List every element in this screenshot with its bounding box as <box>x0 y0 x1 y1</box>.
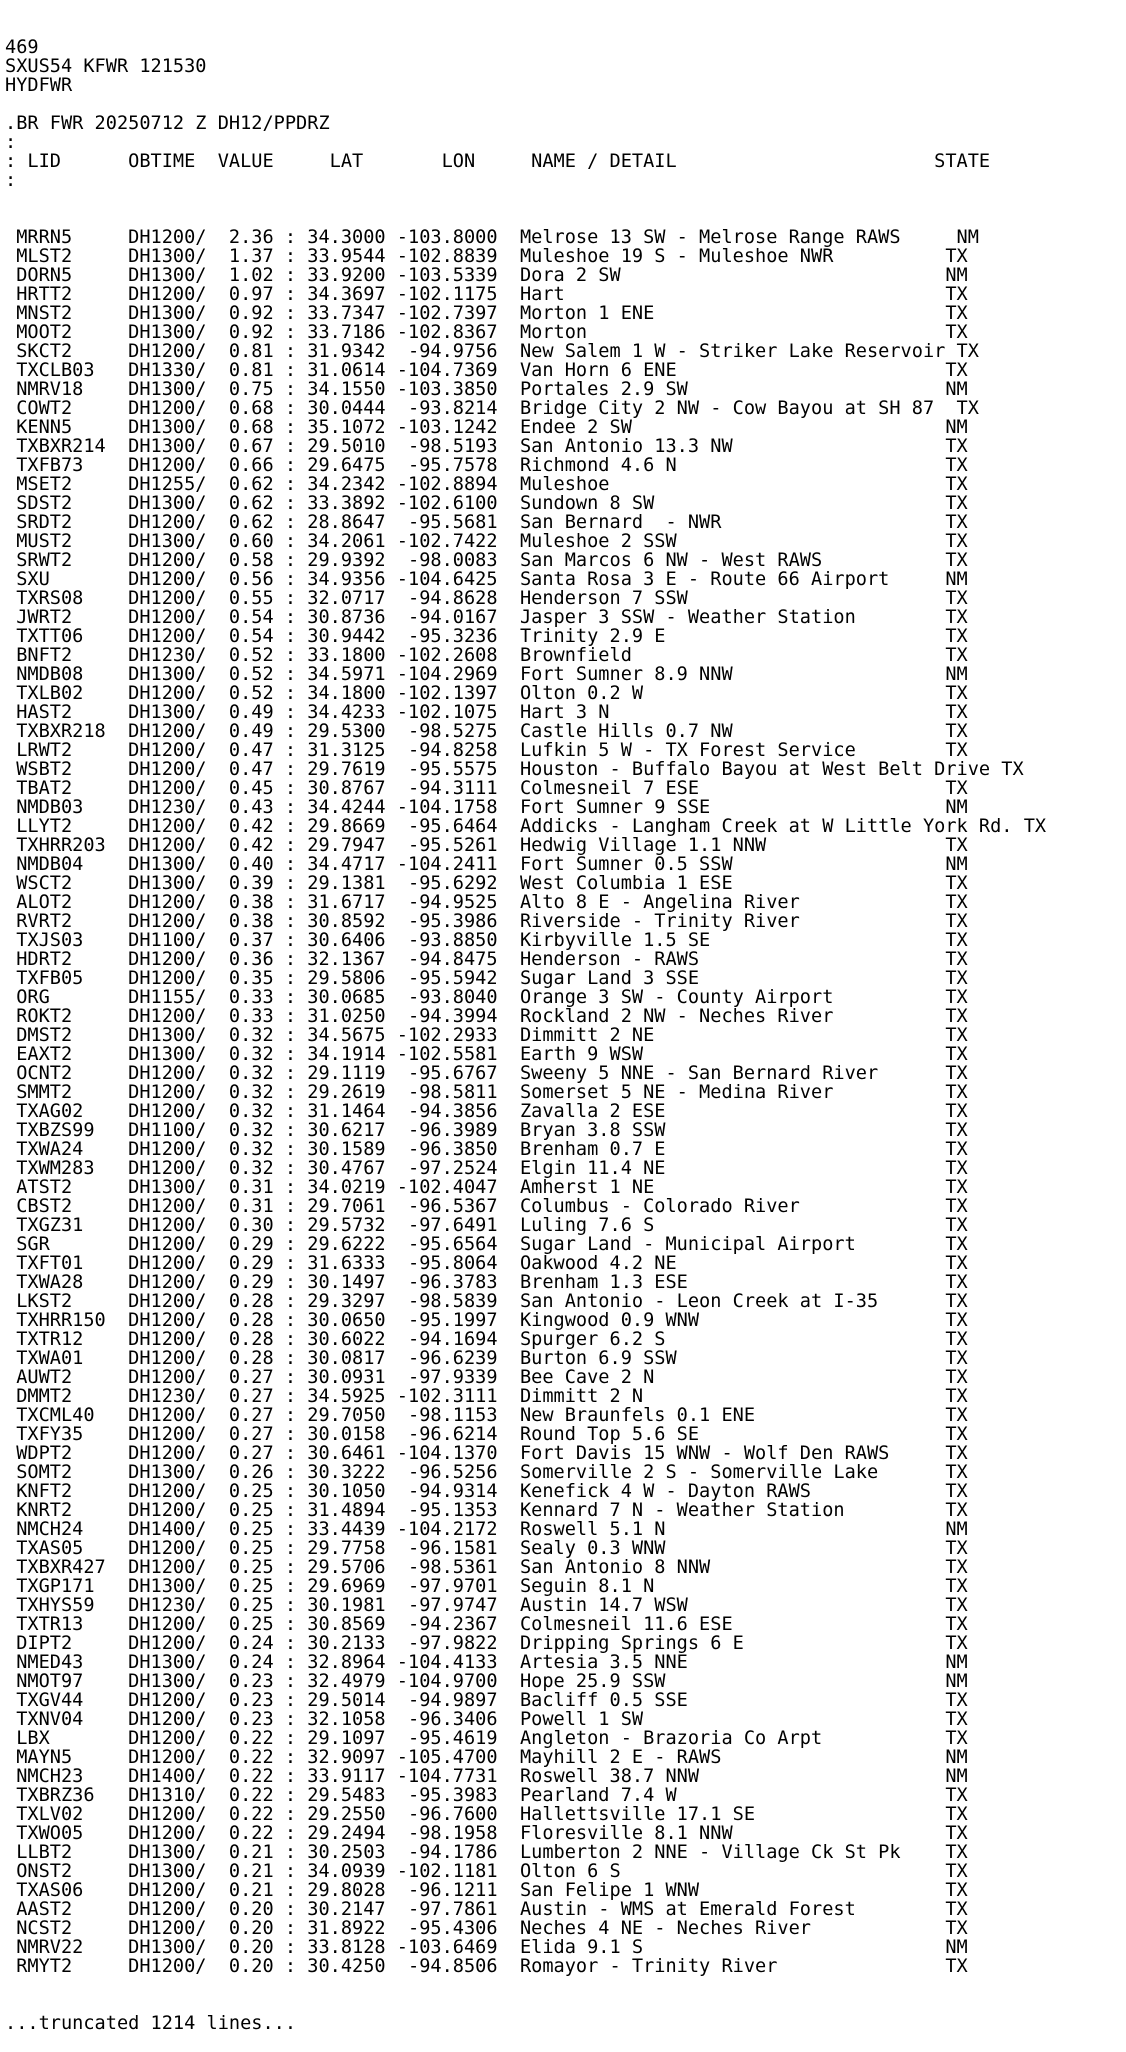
table-row: WSBT2 DH1200/ 0.47 : 29.7619 -95.5575 Houston - Buffalo Bayou at West Belt Drive TX <box>5 759 1024 780</box>
table-row: ATST2 DH1300/ 0.31 : 34.0219 -102.4047 Amherst 1 NE TX <box>5 1177 968 1198</box>
table-row: MAYN5 DH1200/ 0.22 : 32.9097 -105.4700 Mayhill 2 E - RAWS NM <box>5 1747 968 1768</box>
table-row: TXLB02 DH1200/ 0.52 : 34.1800 -102.1397 Olton 0.2 W TX <box>5 683 968 704</box>
table-row: HRTT2 DH1200/ 0.97 : 34.3697 -102.1175 Hart TX <box>5 284 968 305</box>
awips-id: HYDFWR <box>5 75 73 96</box>
table-row: SDST2 DH1300/ 0.62 : 33.3892 -102.6100 Sundown 8 SW TX <box>5 493 968 514</box>
table-row: ORG DH1155/ 0.33 : 30.0685 -93.8040 Orange 3 SW - County Airport TX <box>5 987 968 1008</box>
table-row: TXAG02 DH1200/ 0.32 : 31.1464 -94.3856 Zavalla 2 ESE TX <box>5 1101 968 1122</box>
table-row: TXCLB03 DH1330/ 0.81 : 31.0614 -104.7369 Van Horn 6 ENE TX <box>5 360 968 381</box>
table-row: TXWO05 DH1200/ 0.22 : 29.2494 -98.1958 Floresville 8.1 NNW TX <box>5 1823 968 1844</box>
table-row: NMDB03 DH1230/ 0.43 : 34.4244 -104.1758 Fort Sumner 9 SSE NM <box>5 797 968 818</box>
table-row: DMMT2 DH1230/ 0.27 : 34.5925 -102.3111 Dimmitt 2 N TX <box>5 1386 968 1407</box>
table-row: ROKT2 DH1200/ 0.33 : 31.0250 -94.3994 Rockland 2 NW - Neches River TX <box>5 1006 968 1027</box>
table-row: COWT2 DH1200/ 0.68 : 30.0444 -93.8214 Bridge City 2 NW - Cow Bayou at SH 87 TX <box>5 398 979 419</box>
table-row: CBST2 DH1200/ 0.31 : 29.7061 -96.5367 Columbus - Colorado River TX <box>5 1196 968 1217</box>
table-row: ALOT2 DH1200/ 0.38 : 31.6717 -94.9525 Alto 8 E - Angelina River TX <box>5 892 968 913</box>
table-row: MRRN5 DH1200/ 2.36 : 34.3000 -103.8000 Melrose 13 SW - Melrose Range RAWS NM <box>5 227 979 248</box>
table-row: KENN5 DH1300/ 0.68 : 35.1072 -103.1242 Endee 2 SW NM <box>5 417 968 438</box>
table-row: BNFT2 DH1230/ 0.52 : 33.1800 -102.2608 Brownfield TX <box>5 645 968 666</box>
table-row: NMOT97 DH1300/ 0.23 : 32.4979 -104.9700 Hope 25.9 SSW NM <box>5 1671 968 1692</box>
blank-line <box>5 95 1046 114</box>
table-row: TXBXR214 DH1300/ 0.67 : 29.5010 -98.5193 San Antonio 13.3 NW TX <box>5 436 968 457</box>
comment-line: : <box>5 170 17 191</box>
table-row: LBX DH1200/ 0.22 : 29.1097 -95.4619 Angleton - Brazoria Co Arpt TX <box>5 1728 968 1749</box>
table-row: TBAT2 DH1200/ 0.45 : 30.8767 -94.3111 Colmesneil 7 ESE TX <box>5 778 968 799</box>
table-row: MNST2 DH1300/ 0.92 : 33.7347 -102.7397 Morton 1 ENE TX <box>5 303 968 324</box>
table-row: TXBXR218 DH1200/ 0.49 : 29.5300 -98.5275 Castle Hills 0.7 NW TX <box>5 721 968 742</box>
wmo-header: SXUS54 KFWR 121530 <box>5 56 207 77</box>
table-row: DORN5 DH1300/ 1.02 : 33.9200 -103.5339 Dora 2 SW NM <box>5 265 968 286</box>
column-header: : LID OBTIME VALUE LAT LON NAME / DETAIL STATE <box>5 151 991 172</box>
table-row: OCNT2 DH1200/ 0.32 : 29.1119 -95.6767 Sweeny 5 NNE - San Bernard River TX <box>5 1063 968 1084</box>
table-row: TXBRZ36 DH1310/ 0.22 : 29.5483 -95.3983 Pearland 7.4 W TX <box>5 1785 968 1806</box>
table-row: TXBZS99 DH1100/ 0.32 : 30.6217 -96.3989 Bryan 3.8 SSW TX <box>5 1120 968 1141</box>
table-row: SGR DH1200/ 0.29 : 29.6222 -95.6564 Sugar Land - Municipal Airport TX <box>5 1234 968 1255</box>
table-row: NMRV18 DH1300/ 0.75 : 34.1550 -103.3850 Portales 2.9 SW NM <box>5 379 968 400</box>
comment-line: : <box>5 132 17 153</box>
table-row: LLYT2 DH1200/ 0.42 : 29.8669 -95.6464 Addicks - Langham Creek at W Little York Rd. TX <box>5 816 1047 837</box>
table-row: RVRT2 DH1200/ 0.38 : 30.8592 -95.3986 Riverside - Trinity River TX <box>5 911 968 932</box>
table-row: TXHRR203 DH1200/ 0.42 : 29.7947 -95.5261 Hedwig Village 1.1 NNW TX <box>5 835 968 856</box>
table-row: TXWA01 DH1200/ 0.28 : 30.0817 -96.6239 Burton 6.9 SSW TX <box>5 1348 968 1369</box>
table-row: NMCH24 DH1400/ 0.25 : 33.4439 -104.2172 Roswell 5.1 N NM <box>5 1519 968 1540</box>
table-row: TXJS03 DH1100/ 0.37 : 30.6406 -93.8850 Kirbyville 1.5 SE TX <box>5 930 968 951</box>
table-row: KNFT2 DH1200/ 0.25 : 30.1050 -94.9314 Kenefick 4 W - Dayton RAWS TX <box>5 1481 968 1502</box>
table-row: SXU DH1200/ 0.56 : 34.9356 -104.6425 Santa Rosa 3 E - Route 66 Airport NM <box>5 569 968 590</box>
table-row: TXHRR150 DH1200/ 0.28 : 30.0650 -95.1997 Kingwood 0.9 WNW TX <box>5 1310 968 1331</box>
table-row: RMYT2 DH1200/ 0.20 : 30.4250 -94.8506 Romayor - Trinity River TX <box>5 1956 968 1977</box>
table-row: EAXT2 DH1300/ 0.32 : 34.1914 -102.5581 Earth 9 WSW TX <box>5 1044 968 1065</box>
table-row: NMED43 DH1300/ 0.24 : 32.8964 -104.4133 Artesia 3.5 NNE NM <box>5 1652 968 1673</box>
table-row: DIPT2 DH1200/ 0.24 : 30.2133 -97.9822 Dripping Springs 6 E TX <box>5 1633 968 1654</box>
table-row: TXFT01 DH1200/ 0.29 : 31.6333 -95.8064 Oakwood 4.2 NE TX <box>5 1253 968 1274</box>
table-row: TXFB05 DH1200/ 0.35 : 29.5806 -95.5942 Sugar Land 3 SSE TX <box>5 968 968 989</box>
text-product <box>5 0 1046 2052</box>
table-row: TXHYS59 DH1230/ 0.25 : 30.1981 -97.9747 Austin 14.7 WSW TX <box>5 1595 968 1616</box>
table-row: MOOT2 DH1300/ 0.92 : 33.7186 -102.8367 Morton TX <box>5 322 968 343</box>
table-row: LLBT2 DH1300/ 0.21 : 30.2503 -94.1786 Lumberton 2 NNE - Village Ck St Pk TX <box>5 1842 968 1863</box>
table-row: WSCT2 DH1300/ 0.39 : 29.1381 -95.6292 West Columbia 1 ESE TX <box>5 873 968 894</box>
table-row: SOMT2 DH1300/ 0.26 : 30.3222 -96.5256 Somerville 2 S - Somerville Lake TX <box>5 1462 968 1483</box>
table-row: NMDB04 DH1300/ 0.40 : 34.4717 -104.2411 Fort Sumner 0.5 SSW NM <box>5 854 968 875</box>
table-row: LRWT2 DH1200/ 0.47 : 31.3125 -94.8258 Lufkin 5 W - TX Forest Service TX <box>5 740 968 761</box>
table-row: TXCML40 DH1200/ 0.27 : 29.7050 -98.1153 New Braunfels 0.1 ENE TX <box>5 1405 968 1426</box>
table-row: MSET2 DH1255/ 0.62 : 34.2342 -102.8894 Muleshoe TX <box>5 474 968 495</box>
table-row: NMCH23 DH1400/ 0.22 : 33.9117 -104.7731 Roswell 38.7 NNW NM <box>5 1766 968 1787</box>
table-row: JWRT2 DH1200/ 0.54 : 30.8736 -94.0167 Jasper 3 SSW - Weather Station TX <box>5 607 968 628</box>
table-row: TXRS08 DH1200/ 0.55 : 32.0717 -94.8628 Henderson 7 SSW TX <box>5 588 968 609</box>
table-row: SKCT2 DH1200/ 0.81 : 31.9342 -94.9756 New Salem 1 W - Striker Lake Reservoir TX <box>5 341 979 362</box>
table-row: SMMT2 DH1200/ 0.32 : 29.2619 -98.5811 Somerset 5 NE - Medina River TX <box>5 1082 968 1103</box>
table-row: HDRT2 DH1200/ 0.36 : 32.1367 -94.8475 Henderson - RAWS TX <box>5 949 968 970</box>
table-row: MUST2 DH1300/ 0.60 : 34.2061 -102.7422 Muleshoe 2 SSW TX <box>5 531 968 552</box>
table-row: TXTT06 DH1200/ 0.54 : 30.9442 -95.3236 Trinity 2.9 E TX <box>5 626 968 647</box>
table-row: WDPT2 DH1200/ 0.27 : 30.6461 -104.1370 Fort Davis 15 WNW - Wolf Den RAWS TX <box>5 1443 968 1464</box>
br-line: .BR FWR 20250712 Z DH12/PPDRZ <box>5 113 330 134</box>
table-row: TXAS05 DH1200/ 0.25 : 29.7758 -96.1581 Sealy 0.3 WNW TX <box>5 1538 968 1559</box>
table-row: TXGZ31 DH1200/ 0.30 : 29.5732 -97.6491 Luling 7.6 S TX <box>5 1215 968 1236</box>
table-row: LKST2 DH1200/ 0.28 : 29.3297 -98.5839 San Antonio - Leon Creek at I-35 TX <box>5 1291 968 1312</box>
table-row: DMST2 DH1300/ 0.32 : 34.5675 -102.2933 Dimmitt 2 NE TX <box>5 1025 968 1046</box>
table-row: AAST2 DH1200/ 0.20 : 30.2147 -97.7861 Austin - WMS at Emerald Forest TX <box>5 1899 968 1920</box>
table-row: NCST2 DH1200/ 0.20 : 31.8922 -95.4306 Neches 4 NE - Neches River TX <box>5 1918 968 1939</box>
table-row: NMRV22 DH1300/ 0.20 : 33.8128 -103.6469 Elida 9.1 S NM <box>5 1937 968 1958</box>
table-row: KNRT2 DH1200/ 0.25 : 31.4894 -95.1353 Kennard 7 N - Weather Station TX <box>5 1500 968 1521</box>
table-row: TXBXR427 DH1200/ 0.25 : 29.5706 -98.5361 San Antonio 8 NNW TX <box>5 1557 968 1578</box>
product-header <box>5 38 1046 190</box>
table-row: TXFY35 DH1200/ 0.27 : 30.0158 -96.6214 Round Top 5.6 SE TX <box>5 1424 968 1445</box>
table-row: TXGV44 DH1200/ 0.23 : 29.5014 -94.9897 Bacliff 0.5 SSE TX <box>5 1690 968 1711</box>
table-row: TXLV02 DH1200/ 0.22 : 29.2550 -96.7600 Hallettsville 17.1 SE TX <box>5 1804 968 1825</box>
table-row: TXTR13 DH1200/ 0.25 : 30.8569 -94.2367 Colmesneil 11.6 ESE TX <box>5 1614 968 1635</box>
table-row: ONST2 DH1300/ 0.21 : 34.0939 -102.1181 Olton 6 S TX <box>5 1861 968 1882</box>
table-row: SRWT2 DH1200/ 0.58 : 29.9392 -98.0083 San Marcos 6 NW - West RAWS TX <box>5 550 968 571</box>
table-row: SRDT2 DH1200/ 0.62 : 28.8647 -95.5681 San Bernard - NWR TX <box>5 512 968 533</box>
truncation-notice: ...truncated 1214 lines... <box>5 2013 297 2034</box>
product-number: 469 <box>5 37 39 58</box>
table-row: TXGP171 DH1300/ 0.25 : 29.6969 -97.9701 Seguin 8.1 N TX <box>5 1576 968 1597</box>
observation-table <box>5 228 1046 1976</box>
table-row: NMDB08 DH1300/ 0.52 : 34.5971 -104.2969 Fort Sumner 8.9 NNW NM <box>5 664 968 685</box>
table-row: TXFB73 DH1200/ 0.66 : 29.6475 -95.7578 Richmond 4.6 N TX <box>5 455 968 476</box>
table-row: TXAS06 DH1200/ 0.21 : 29.8028 -96.1211 San Felipe 1 WNW TX <box>5 1880 968 1901</box>
table-row: TXNV04 DH1200/ 0.23 : 32.1058 -96.3406 Powell 1 SW TX <box>5 1709 968 1730</box>
table-row: TXWM283 DH1200/ 0.32 : 30.4767 -97.2524 Elgin 11.4 NE TX <box>5 1158 968 1179</box>
table-row: TXWA28 DH1200/ 0.29 : 30.1497 -96.3783 Brenham 1.3 ESE TX <box>5 1272 968 1293</box>
table-row: TXTR12 DH1200/ 0.28 : 30.6022 -94.1694 Spurger 6.2 S TX <box>5 1329 968 1350</box>
table-row: MLST2 DH1300/ 1.37 : 33.9544 -102.8839 Muleshoe 19 S - Muleshoe NWR TX <box>5 246 968 267</box>
table-row: AUWT2 DH1200/ 0.27 : 30.0931 -97.9339 Bee Cave 2 N TX <box>5 1367 968 1388</box>
table-row: HAST2 DH1300/ 0.49 : 34.4233 -102.1075 Hart 3 N TX <box>5 702 968 723</box>
table-row: TXWA24 DH1200/ 0.32 : 30.1589 -96.3850 Brenham 0.7 E TX <box>5 1139 968 1160</box>
